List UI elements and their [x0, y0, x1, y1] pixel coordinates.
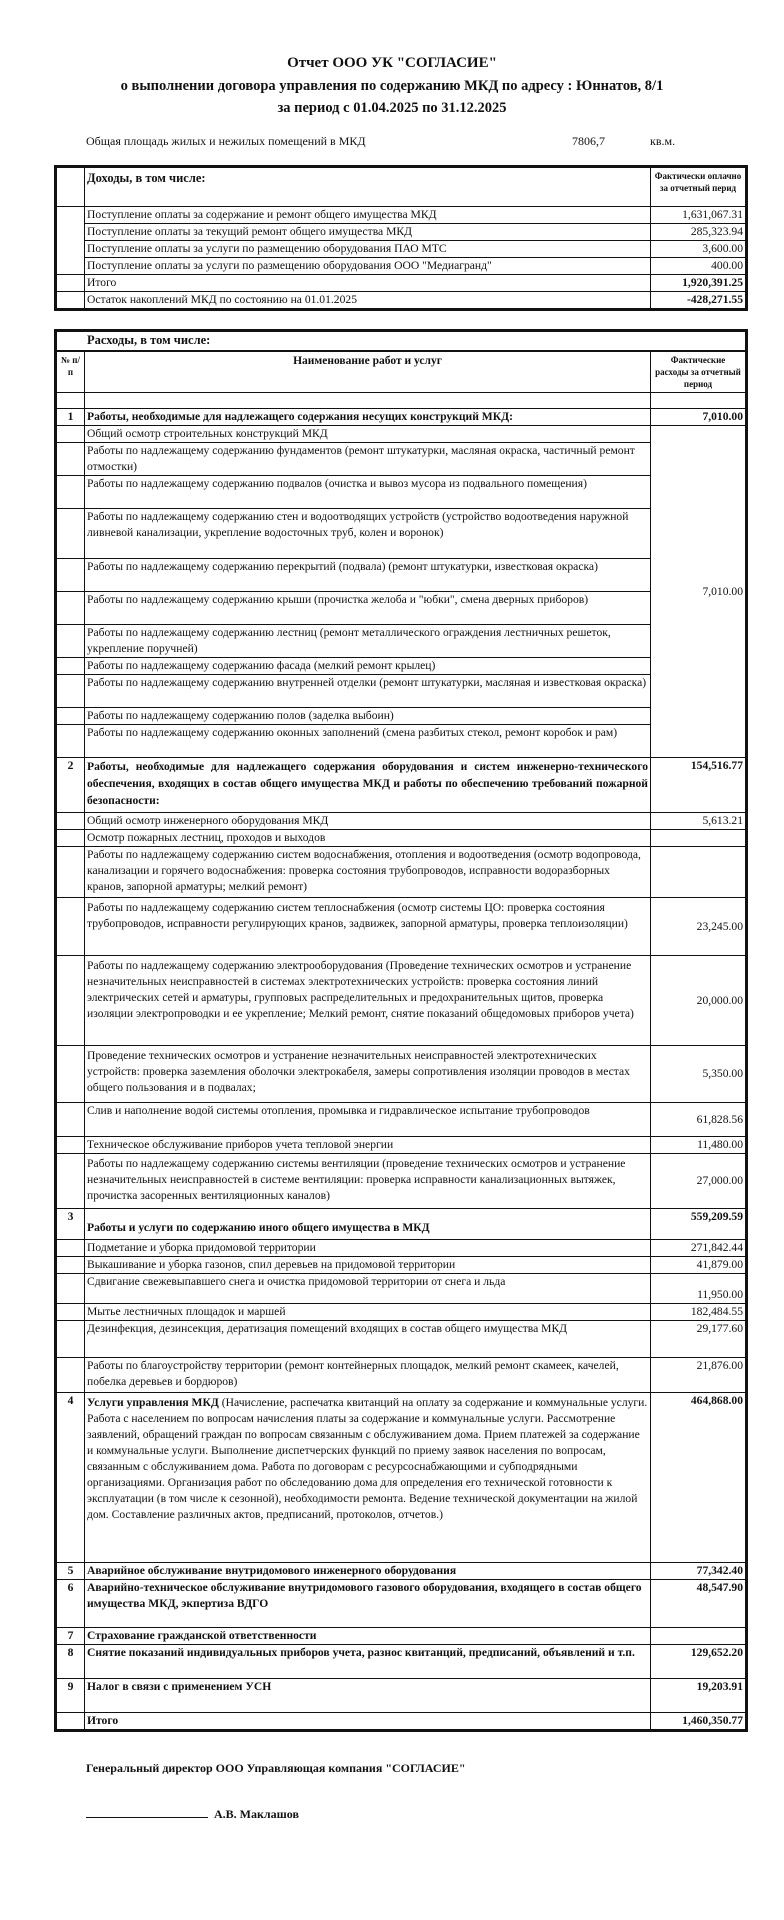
blank-cell: [57, 393, 85, 409]
item-label: Подметание и уборка придомовой территории: [85, 1240, 651, 1257]
item-label: Работы по надлежащему содержанию перекрытий (подвала) (ремонт штукатурки, известковая окраска): [85, 559, 651, 592]
income-column-header: Фактически оплачно за отчетный перид: [651, 168, 746, 207]
num-cell: [57, 725, 85, 758]
section-value: 19,203.91: [651, 1679, 746, 1713]
item-label: Общий осмотр инженерного оборудования МКД: [85, 813, 651, 830]
item-label: Работы по надлежащему содержанию внутренней отделки (ремонт штукатурки, масляная и известковая окраска): [85, 675, 651, 708]
expenses-table: [56, 331, 746, 1730]
item-label: Работы по надлежащему содержанию лестниц (ремонт металлического ограждения лестничных решеток, укрепление поручней): [85, 625, 651, 658]
income-title: Доходы, в том числе:: [85, 168, 651, 207]
section-title: Работы, необходимые для надлежащего содержания несущих конструкций МКД:: [85, 409, 651, 426]
section-value: 7,010.00: [651, 409, 746, 426]
expenses-title: Расходы, в том числе:: [57, 332, 746, 351]
income-num-cell: [57, 168, 85, 207]
income-num-cell: [57, 292, 85, 309]
section-num: 3: [57, 1209, 85, 1240]
section-title: Страхование гражданской ответственности: [85, 1628, 651, 1645]
num-cell: [57, 658, 85, 675]
item-label: Дезинфекция, дезинсекция, дератизация помещений входящих в состав общего имущества МКД: [85, 1321, 651, 1358]
item-label: Работы по надлежащему содержанию систем водоснабжения, отопления и водоотведения (осмотр водопровода, канализации и горячего водоснабжения: проверка состояния трубопроводов, исправности водоразборных кранов, запорной арматуры; мелкий ремонт): [85, 847, 651, 898]
balance-label: Остаток накоплений МКД по состоянию на 01.01.2025: [85, 292, 651, 309]
section-num: 2: [57, 758, 85, 813]
col-name-header: Наименование работ и услуг: [85, 351, 651, 393]
section-value: 559,209.59: [651, 1209, 746, 1240]
section-value: 464,868.00: [651, 1393, 746, 1563]
item-label: Работы по надлежащему содержанию систем теплоснабжения (осмотр системы ЦО: проверка состояния трубопроводов, исправности регулирующих кранов, задвижек, запорной арматуры, проверка теплоизоляции): [85, 898, 651, 956]
item-value: 20,000.00: [651, 956, 746, 1046]
num-cell: [57, 1046, 85, 1103]
col-num-header: № п/п: [57, 351, 85, 393]
section-title: Работы и услуги по содержанию иного общего имущества в МКД: [85, 1209, 651, 1240]
num-cell: [57, 443, 85, 476]
item-value: 182,484.55: [651, 1304, 746, 1321]
item-value: [651, 847, 746, 898]
num-cell: [57, 1137, 85, 1154]
section-title: Снятие показаний индивидуальных приборов учета, разнос квитанций, предписаний, объявлений и т.п.: [85, 1645, 651, 1679]
area-unit: кв.м.: [650, 134, 676, 148]
num-cell: [57, 830, 85, 847]
item-label: Работы по благоустройству территории (ремонт контейнерных площадок, мелкий ремонт скамеек, качелей, побелка деревьев и бордюров): [85, 1358, 651, 1393]
item-value: 21,876.00: [651, 1358, 746, 1393]
expenses-total-value: 1,460,350.77: [651, 1713, 746, 1730]
blank-cell: [651, 393, 746, 409]
num-cell: [57, 426, 85, 443]
section-title: Аварийное обслуживание внутридомового инженерного оборудования: [85, 1563, 651, 1580]
section-num: 1: [57, 409, 85, 426]
item-value: 11,950.00: [651, 1274, 746, 1304]
income-row-value: 285,323.94: [651, 224, 746, 241]
item-label: Работы по надлежащему содержанию фундаментов (ремонт штукатурки, масляная окраска, частичный ремонт отмостки): [85, 443, 651, 476]
section-value: [651, 1628, 746, 1645]
section-title: Работы, необходимые для надлежащего содержания оборудования и систем инженерно-технического обеспечения, входящих в состав общего имущества МКД и работы по обеспечению требований пожарной безопасности:: [85, 758, 651, 813]
num-cell: [57, 708, 85, 725]
income-row-value: 400.00: [651, 258, 746, 275]
item-label: Проведение технических осмотров и устранение незначительных неисправностей электротехнических устройств: проверка заземления оболочки электрокабеля, замеры сопротивления изоляции проводов в местах общего пользования и в подвалах;: [85, 1046, 651, 1103]
income-table: [56, 167, 746, 309]
item-value: 29,177.60: [651, 1321, 746, 1358]
signature-block: [86, 1807, 299, 1822]
income-row-label: Поступление оплаты за услуги по размещению оборудования ООО "Медиагранд": [85, 258, 651, 275]
num-cell: [57, 1257, 85, 1274]
num-cell: [57, 625, 85, 658]
item-value: 23,245.00: [651, 898, 746, 956]
section4-text: [85, 1393, 651, 1563]
signature-line: [86, 1817, 208, 1818]
item-label: Мытье лестничных площадок и маршей: [85, 1304, 651, 1321]
num-cell: [57, 509, 85, 559]
section-num: 7: [57, 1628, 85, 1645]
income-total-value: 1,920,391.25: [651, 275, 746, 292]
section-title: Аварийно-техническое обслуживание внутридомового газового оборудования, входящего в состав общего имущества МКД, экпертиза ВДГО: [85, 1580, 651, 1628]
income-num-cell: [57, 207, 85, 275]
item-value: 5,350.00: [651, 1046, 746, 1103]
item-label: Общий осмотр строительных конструкций МКД: [85, 426, 651, 443]
num-cell: [57, 847, 85, 898]
area-label: Общая площадь жилых и нежилых помещений в МКД: [86, 134, 366, 148]
section1-merged-value: 7,010.00: [651, 426, 746, 758]
section-num: 4: [57, 1393, 85, 1563]
income-total-label: Итого: [85, 275, 651, 292]
income-row-label: Поступление оплаты за текущий ремонт общего имущества МКД: [85, 224, 651, 241]
section-description: (Начисление, распечатка квитанций на оплату за содержание и коммунальные услуги. Работа с населением по вопросам начисления платы за содержание и коммунальные услуги. Рассмотрение заявлений, обращений граждан по вопросам связанным с обслуживанием дома. Прием платежей за содержание и коммунальные услуги. Выполнение диспетчерских функций по приему заявок населения по вопросам, связанным с обслуживанием дома. Работа по договорам с ресурсоснабжающими и субподрядными организациями. Организация работ по обследованию дома для определения его технической готовности к эксплуатации (в том числе к сезонной), необходимости ремонта. Ведение технической документации на жилой дом. Составление различных актов, предписаний, протоколов, отчетов.): [87, 1396, 648, 1521]
income-row-label: Поступление оплаты за содержание и ремонт общего имущества МКД: [85, 207, 651, 224]
item-label: Техническое обслуживание приборов учета тепловой энергии: [85, 1137, 651, 1154]
section-value: 154,516.77: [651, 758, 746, 813]
num-cell: [57, 476, 85, 509]
area-value: 7806,7: [572, 134, 605, 148]
num-cell: [57, 956, 85, 1046]
section-num: 8: [57, 1645, 85, 1679]
item-value: 41,879.00: [651, 1257, 746, 1274]
income-row-value: 1,631,067.31: [651, 207, 746, 224]
item-label: Работы по надлежащему содержанию крыши (прочистка желоба и "юбки", смена дверных приборов): [85, 592, 651, 625]
section-value: 48,547.90: [651, 1580, 746, 1628]
section-value: 129,652.20: [651, 1645, 746, 1679]
item-label: Выкашивание и уборка газонов, спил деревьев на придомовой территории: [85, 1257, 651, 1274]
item-label: Работы по надлежащему содержанию оконных заполнений (смена разбитых стекол, ремонт коробок и рам): [85, 725, 651, 758]
signature-name: А.В. Маклашов: [214, 1807, 299, 1821]
report-title: Отчет ООО УК "СОГЛАСИЕ": [287, 55, 497, 71]
num-cell: [57, 1154, 85, 1209]
signature-position: Генеральный директор ООО Управляющая компания "СОГЛАСИЕ": [86, 1761, 466, 1775]
num-cell: [57, 675, 85, 708]
item-label: Работы по надлежащему содержанию стен и водоотводящих устройств (устройство водоотведения наружной ливневой канализации, укрепление водосточных труб, колен и воронок): [85, 509, 651, 559]
num-cell: [57, 1304, 85, 1321]
num-cell: [57, 592, 85, 625]
balance-value: -428,271.55: [651, 292, 746, 309]
item-value: 271,842.44: [651, 1240, 746, 1257]
report-period: за период с 01.04.2025 по 31.12.2025: [277, 100, 507, 116]
income-num-cell: [57, 275, 85, 292]
section-title: Налог в связи с применением УСН: [85, 1679, 651, 1713]
item-value: 61,828.56: [651, 1103, 746, 1137]
num-cell: [57, 813, 85, 830]
num-cell: [57, 1240, 85, 1257]
section-num: 5: [57, 1563, 85, 1580]
income-row-label: Поступление оплаты за услуги по размещению оборудования ПАО МТС: [85, 241, 651, 258]
item-label: Сдвигание свежевыпавшего снега и очистка придомовой территории от снега и льда: [85, 1274, 651, 1304]
num-cell: [57, 559, 85, 592]
section-value: 77,342.40: [651, 1563, 746, 1580]
section-num: 9: [57, 1679, 85, 1713]
income-row-value: 3,600.00: [651, 241, 746, 258]
section-title: Услуги управления МКД: [87, 1396, 219, 1409]
num-cell: [57, 1103, 85, 1137]
expenses-total-label: Итого: [85, 1713, 651, 1730]
item-value: [651, 830, 746, 847]
num-cell: [57, 1321, 85, 1358]
item-value: 11,480.00: [651, 1137, 746, 1154]
item-label: Работы по надлежащему содержанию электрооборудования (Проведение технических осмотров и устранение незначительных неисправностей в системах электротехнических устройств: проверка состояния линий электрических сетей и арматуры, групповых распределительных и предохранительных щитов, проверка изоляции электропроводки и ее укрепление; Мелкий ремонт, снятие показаний общедомовых приборов учета): [85, 956, 651, 1046]
item-label: Осмотр пожарных лестниц, проходов и выходов: [85, 830, 651, 847]
col-value-header: Фактические расходы за отчетный период: [651, 351, 746, 393]
item-value: 27,000.00: [651, 1154, 746, 1209]
item-label: Работы по надлежащему содержанию полов (заделка выбоин): [85, 708, 651, 725]
item-label: Работы по надлежащему содержанию системы вентиляции (проведение технических осмотров и устранение незначительных неисправностей в системе вентиляции: проверка исправности канализационных вытяжек, прочистка засоренных вентиляционных каналов): [85, 1154, 651, 1209]
num-cell: [57, 1274, 85, 1304]
num-cell: [57, 1713, 85, 1730]
item-label: Слив и наполнение водой системы отопления, промывка и гидравлическое испытание трубопроводов: [85, 1103, 651, 1137]
report-subtitle: о выполнении договора управления по содержанию МКД по адресу : Юннатов, 8/1: [120, 78, 664, 94]
num-cell: [57, 1358, 85, 1393]
item-value: 5,613.21: [651, 813, 746, 830]
section-num: 6: [57, 1580, 85, 1628]
item-label: Работы по надлежащему содержанию подвалов (очистка и вывоз мусора из подвального помещения): [85, 476, 651, 509]
blank-cell: [85, 393, 651, 409]
num-cell: [57, 898, 85, 956]
item-label: Работы по надлежащему содержанию фасада (мелкий ремонт крылец): [85, 658, 651, 675]
